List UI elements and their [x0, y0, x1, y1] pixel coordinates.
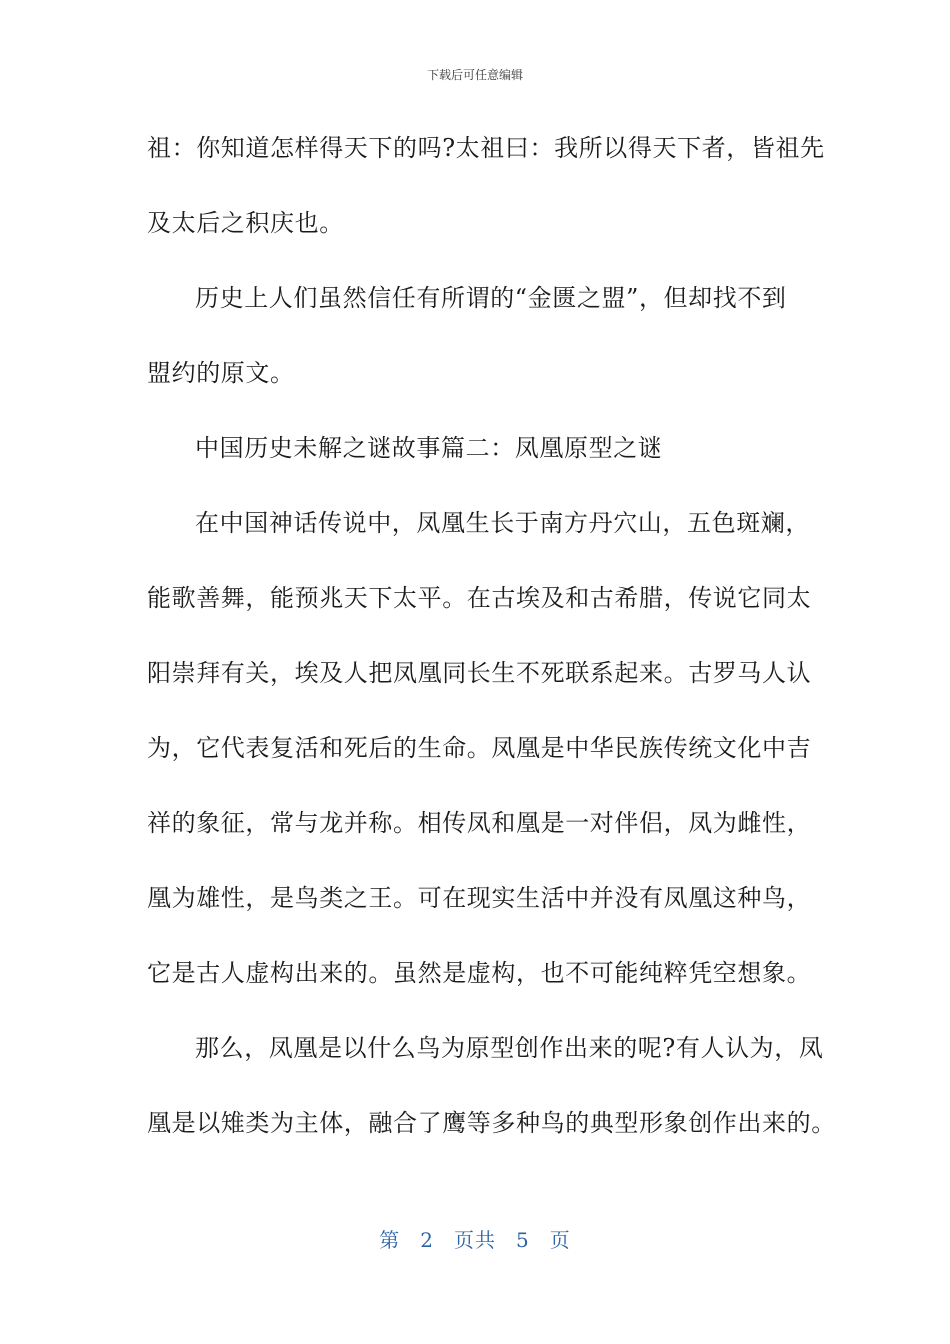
text-line: 盟约的原文。: [147, 359, 295, 387]
footer-middle: 页共: [454, 1228, 496, 1252]
footer-suffix: 页: [549, 1228, 571, 1252]
page-header: 下载后可任意编辑: [426, 68, 523, 82]
text-line: 在中国神话传说中，凤凰生长于南方丹穴山，五色斑斓，: [195, 509, 810, 537]
text-line: 祖：你知道怎样得天下的吗?太祖曰：我所以得天下者，皆祖先: [147, 134, 825, 162]
text-line: 它是古人虚构出来的。虽然是虚构，也不可能纯粹凭空想象。: [147, 959, 812, 987]
footer-prefix: 第: [379, 1228, 401, 1252]
section-heading: 中国历史未解之谜故事篇二：凤凰原型之谜: [195, 434, 663, 462]
text-line: 凰为雄性，是鸟类之王。可在现实生活中并没有凤凰这种鸟，: [147, 884, 812, 912]
text-line: 及太后之积庆也。: [147, 209, 344, 237]
text-line: 祥的象征，常与龙并称。相传凤和凰是一对伴侣，凤为雌性，: [147, 809, 812, 837]
text-line: 历史上人们虽然信任有所谓的“金匮之盟”，但却找不到: [195, 284, 787, 312]
text-line: 凰是以雉类为主体，融合了鹰等多种鸟的典型形象创作出来的。: [147, 1109, 836, 1137]
text-line: 能歌善舞，能预兆天下太平。在古埃及和古希腊，传说它同太: [147, 584, 812, 612]
document-body: [147, 120, 836, 1170]
footer-page-number: 2: [420, 1228, 434, 1252]
page-footer: [0, 1224, 950, 1253]
text-line: 那么，凤凰是以什么鸟为原型创作出来的呢?有人认为，凤: [195, 1034, 824, 1062]
footer-total-pages: 5: [516, 1228, 530, 1252]
text-line: 为，它代表复活和死后的生命。凤凰是中华民族传统文化中吉: [147, 734, 812, 762]
text-line: 阳崇拜有关，埃及人把凤凰同长生不死联系起来。古罗马人认: [147, 659, 812, 687]
